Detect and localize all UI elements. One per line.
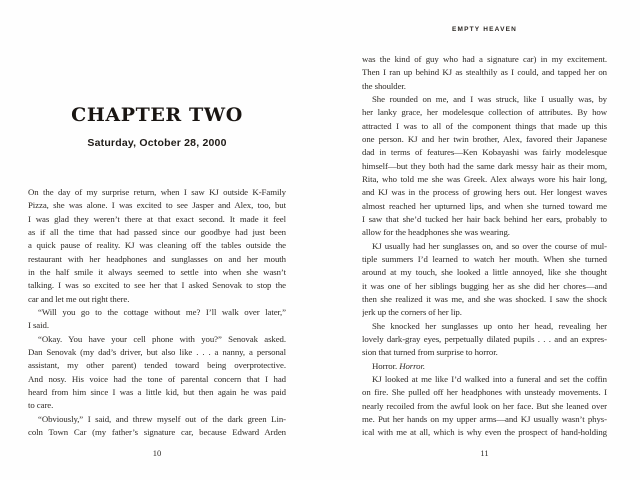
text-line: I said. bbox=[28, 320, 49, 331]
text-line: KJ looked at me like I’d walked into a funeral and set the coffin bbox=[372, 373, 607, 384]
text-line: on fire. She pulled off her headphones with unsteady movements. I bbox=[362, 387, 607, 398]
text-line: around at my touch, she looked a little annoyed, like she thought bbox=[362, 267, 607, 278]
text-line: I saw that she’d tucked her hair back behind her ears, probably to bbox=[362, 213, 607, 224]
text-line: one person. KJ and her twin brother, Alex, favored their Japanese bbox=[362, 133, 607, 144]
text-line: allow for the headphones she was wearing. bbox=[362, 227, 510, 238]
text-line: as if all the time that had passed since our goodbye had just been bbox=[28, 226, 286, 237]
text-line: the shoulder. bbox=[362, 80, 406, 91]
chapter-title: CHAPTER TWO bbox=[71, 104, 243, 126]
text-line: On the day of my surprise return, when I saw KJ outside K-Family bbox=[28, 187, 286, 197]
text-line: restaurant with her headphones and sunglasses on and her mouth bbox=[28, 253, 286, 264]
text-line: car and let me out right there. bbox=[28, 293, 130, 304]
text-line: lovely dark-gray eyes, perpetually dilated pupils . . . and an expres- bbox=[362, 333, 607, 344]
text-line: dad in terms of features—Ken Kobayashi was fairly modelesque bbox=[362, 147, 607, 158]
text-line: She knocked her sunglasses up onto her head, revealing her bbox=[372, 320, 607, 331]
text-line: KJ usually had her sunglasses on, and so over the course of mul- bbox=[372, 240, 607, 251]
text-line: me. Put her hands on my upper arms—and KJ usually wasn’t phys- bbox=[362, 413, 607, 424]
running-header: EMPTY HEAVEN bbox=[451, 26, 518, 33]
text-line: almost reached her upturned lips, and when she turned toward me bbox=[362, 200, 607, 211]
text-line: “Will you go to the cottage without me? I’ll walk over later,” bbox=[38, 306, 286, 317]
text-line: talking. I was so excited to see her that I asked Senovak to stop the bbox=[28, 280, 286, 291]
text-line: She rounded on me, and I was struck, like I usually was, by bbox=[372, 93, 607, 104]
text-line: sion that turned from surprise to horror. bbox=[362, 347, 498, 358]
text-line: heard from him since I was a little kid, but then again he was paid bbox=[28, 386, 286, 397]
text-line: coln Town Car (my father’s signature car, because Edward Arden bbox=[28, 426, 286, 437]
text-line: ical with me at all, which is why even the prospect of hand-holding bbox=[362, 427, 607, 438]
left-page-number: 10 bbox=[152, 448, 162, 458]
text-line: to care. bbox=[28, 400, 54, 411]
text-line: then she realized it was me, and she was shocked. I saw the shock bbox=[362, 293, 607, 304]
text-line: it was one of her siblings bugging her as she did her chores—and bbox=[362, 280, 607, 291]
text-line: Then I ran up behind KJ as stealthily as I could, and tapped her on bbox=[362, 67, 607, 78]
text-line: attracted I was to all of the component things that made up this bbox=[362, 120, 607, 131]
text-line: Dan Senovak (my dad’s driver, but also like . . . a nanny, a personal bbox=[28, 346, 286, 357]
left-page-text-column bbox=[28, 186, 286, 439]
text-line: Rita, who told me she was Greek. Alex always wore his hair long, bbox=[362, 173, 607, 184]
text-line: nearly recoiled from the awful look on her face. But she leaned over bbox=[362, 400, 607, 411]
text-line: a quick pause of reality. KJ was cleaning off the tables outside the bbox=[28, 240, 286, 251]
text-line: was the kind of guy who had a signature car) in my excitement. bbox=[362, 54, 607, 64]
chapter-subtitle: Saturday, October 28, 2000 bbox=[87, 137, 227, 149]
text-line: “Obviously,” I said, and threw myself out of the dark green Lin- bbox=[38, 413, 286, 424]
text-line: her lanky grace, her modelesque collection of attributes. By how bbox=[362, 107, 607, 118]
text-line: And nosy. His voice had the tone of parental concern that I had bbox=[28, 373, 286, 384]
right-page-text-column bbox=[362, 53, 607, 440]
text-line: jerk up the corners of her lip. bbox=[362, 307, 462, 318]
text-line: and KJ was in the process of growing hers out. Her longest waves bbox=[362, 187, 607, 198]
text-line: tiple summers I’d learned to watch her mouth. When she turned bbox=[362, 253, 607, 264]
text-line: himself—but they both had the same dark messy hair as their mom, bbox=[362, 160, 607, 171]
text-line: Horror. Horror. bbox=[372, 360, 425, 371]
text-line: “Okay. You have your cell phone with you?” Senovak asked. bbox=[38, 333, 286, 344]
text-line: assistant, my other parent) tended toward being overprotective. bbox=[28, 360, 286, 371]
right-page-number: 11 bbox=[480, 448, 489, 458]
text-line: I was glad they weren’t there at that exact second. It made it feel bbox=[28, 213, 286, 224]
text-line: in the half smile it always seemed to settle into when she wasn’t bbox=[28, 266, 286, 277]
text-line: Pizza, she was alone. I was excited to see Jasper and Alex, too, but bbox=[28, 200, 286, 211]
